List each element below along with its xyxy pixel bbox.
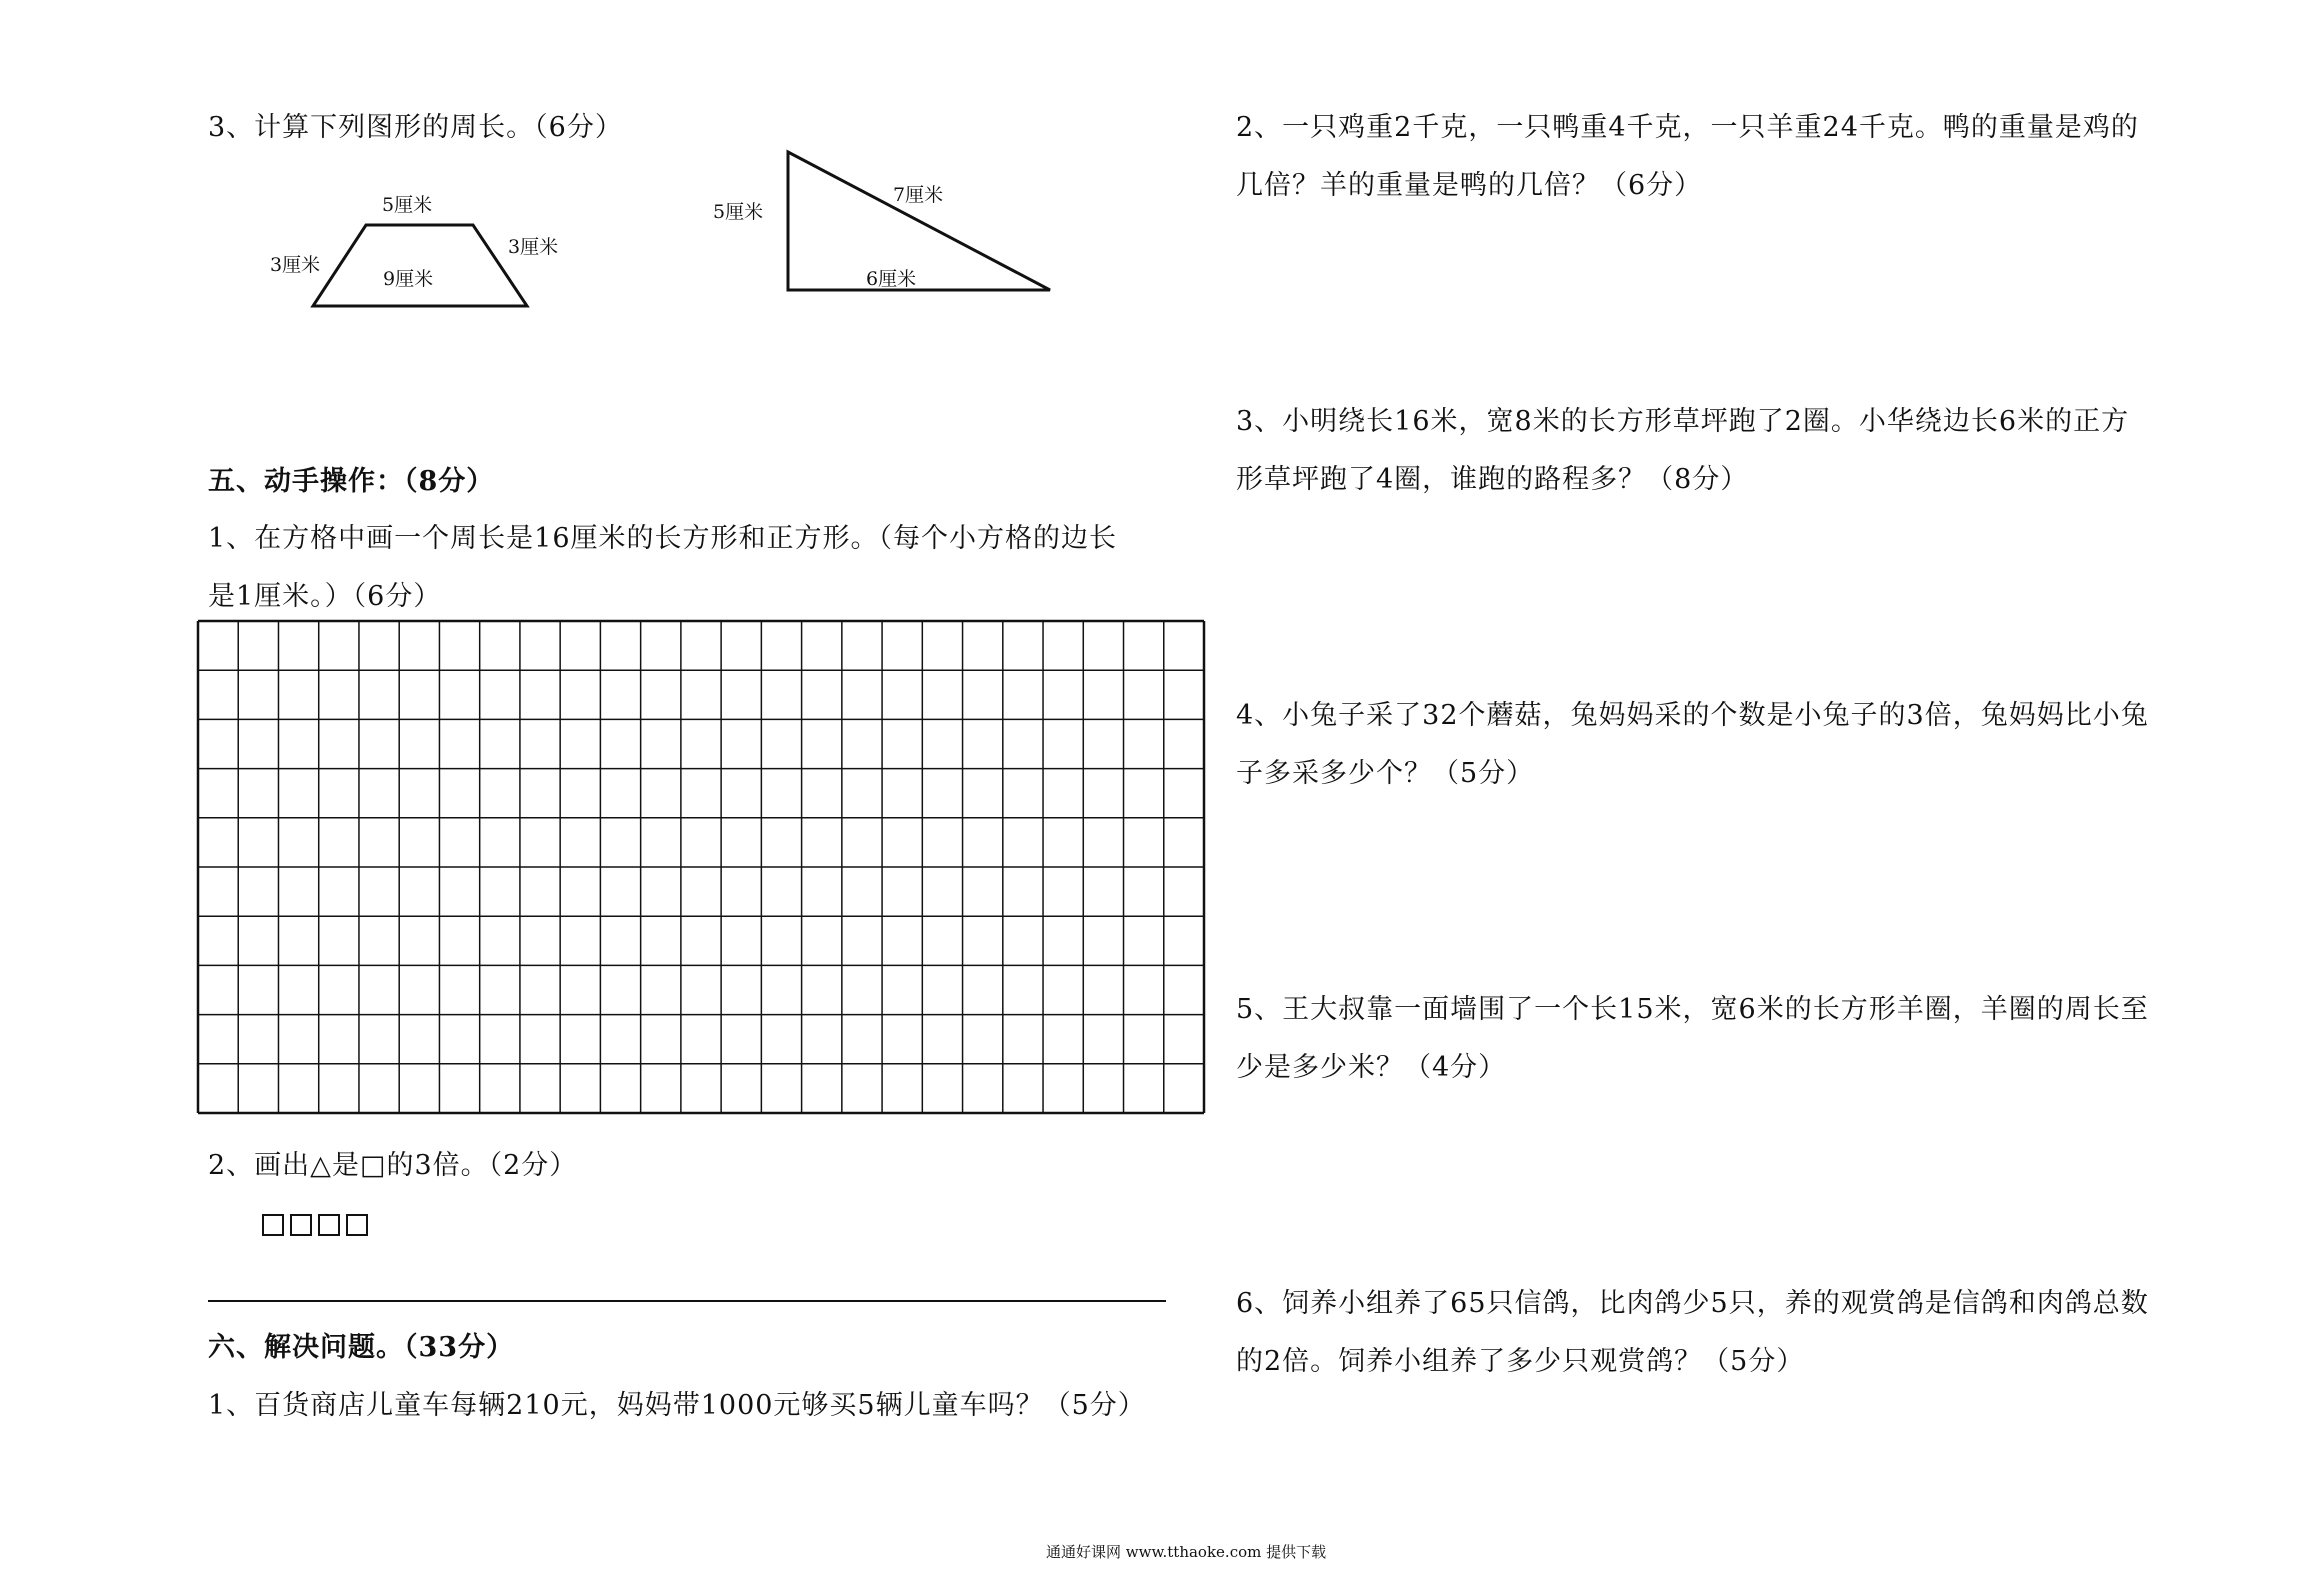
triangle-hyp-label: 7厘米 (893, 184, 944, 206)
footer-text: 通通好课网 www.tthaoke.com 提供下载 (1046, 1543, 1327, 1561)
triangle-left-label: 5厘米 (713, 201, 764, 223)
drawing-grid[interactable] (197, 620, 1205, 1114)
right-q2-line2: 几倍？羊的重量是鸭的几倍？（6分） (1236, 170, 1703, 201)
right-q4-line1: 4、小兔子采了32个蘑菇，兔妈妈采的个数是小兔子的3倍，兔妈妈比小兔 (1236, 700, 2149, 731)
section6-q1: 1、百货商店儿童车每辆210元，妈妈带1000元够买5辆儿童车吗？（5分） (208, 1390, 1146, 1421)
section5-q1-line2: 是1厘米。）（6分） (208, 581, 442, 612)
right-q6-line1: 6、饲养小组养了65只信鸽，比肉鸽少5只，养的观赏鸽是信鸽和肉鸽总数 (1236, 1288, 2149, 1319)
triangle-bottom-label: 6厘米 (866, 268, 917, 290)
section5-q2: 2、画出△是□的3倍。（2分） (208, 1150, 578, 1181)
square-icon (290, 1214, 312, 1236)
trapezoid-top-label: 5厘米 (382, 194, 433, 216)
section5-heading: 五、动手操作：（8分） (208, 466, 495, 497)
right-q3-line2: 形草坪跑了4圈，谁跑的路程多？（8分） (1236, 464, 1749, 495)
square-icon (262, 1214, 284, 1236)
section5-q1-line1: 1、在方格中画一个周长是16厘米的长方形和正方形。（每个小方格的边长 (208, 523, 1118, 554)
trapezoid-right-label: 3厘米 (508, 236, 559, 258)
square-icon (346, 1214, 368, 1236)
trapezoid-bottom-label: 9厘米 (383, 268, 434, 290)
section6-heading: 六、解决问题。（33分） (208, 1332, 515, 1363)
right-q5-line2: 少是多少米？（4分） (1236, 1052, 1507, 1083)
q3-perimeter-prompt: 3、计算下列图形的周长。（6分） (208, 112, 623, 143)
right-q4-line2: 子多采多少个？（5分） (1236, 758, 1535, 789)
right-q3-line1: 3、小明绕长16米，宽8米的长方形草坪跑了2圈。小华绕边长6米的正方 (1236, 406, 2130, 437)
square-icon (318, 1214, 340, 1236)
right-q2-line1: 2、一只鸡重2千克，一只鸭重4千克，一只羊重24千克。鸭的重量是鸡的 (1236, 112, 2139, 143)
reference-squares (262, 1214, 374, 1236)
section-divider (208, 1300, 1166, 1302)
trapezoid-left-label: 3厘米 (270, 254, 321, 276)
right-q5-line1: 5、王大叔靠一面墙围了一个长15米，宽6米的长方形羊圈，羊圈的周长至 (1236, 994, 2149, 1025)
right-q6-line2: 的2倍。饲养小组养了多少只观赏鸽？（5分） (1236, 1346, 1805, 1377)
